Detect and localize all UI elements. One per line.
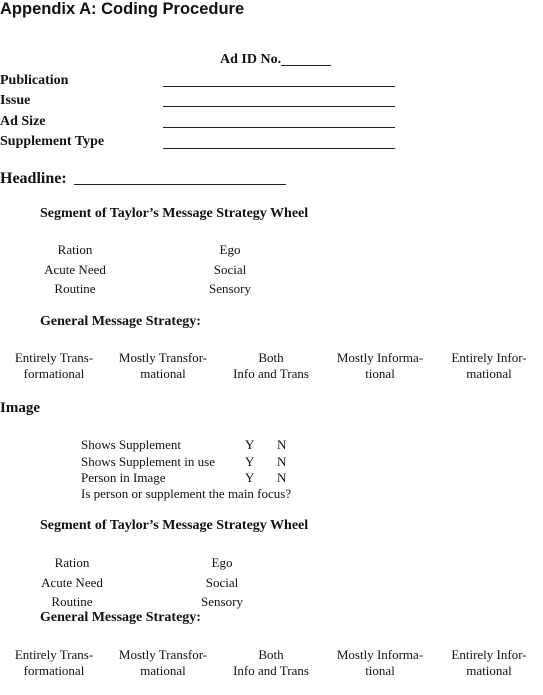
strategy-option-mostly-transformational[interactable] <box>119 647 207 679</box>
image-row-label: Shows Supplement <box>81 437 182 452</box>
wheel-heading: Segment of Taylor’s Message Strategy Wheel <box>40 518 309 533</box>
strategy-option-entirely-informational[interactable] <box>451 350 526 382</box>
strategy-option-line2: mational <box>140 366 186 381</box>
image-row-no[interactable]: N <box>277 470 287 485</box>
image-row-yes[interactable]: Y <box>245 470 255 485</box>
wheel-item-social: Social <box>213 262 247 277</box>
strategy-option-mostly-informational[interactable] <box>337 647 423 679</box>
general-strategy-heading: General Message Strategy: <box>40 314 201 329</box>
strategy-option-line2: mational <box>466 366 512 381</box>
strategy-option-line2: Info and Trans <box>233 366 309 381</box>
strategy-option-line2: mational <box>466 663 512 678</box>
wheel-item-acute-need: Acute Need <box>44 262 106 277</box>
strategy-option-line1: Mostly Informa- <box>336 350 424 365</box>
strategy-option-line1: Both <box>258 647 284 662</box>
field-ad-size-label: Ad Size <box>0 114 46 129</box>
strategy-option-line1: Entirely Trans- <box>14 350 94 365</box>
image-focus-question: Is person or supplement the main focus? <box>81 486 292 501</box>
wheel-item-ration: Ration <box>54 555 90 570</box>
ad-id-blank-line[interactable] <box>281 65 331 66</box>
image-row-label: Person in Image <box>81 470 166 485</box>
image-row-yes[interactable]: Y <box>245 437 255 452</box>
wheel-item-ego: Ego <box>219 242 241 257</box>
strategy-option-line2: mational <box>140 663 186 678</box>
wheel-item-acute-need: Acute Need <box>41 575 103 590</box>
image-row-label: Shows Supplement in use <box>81 454 215 469</box>
field-supplement-type-label: Supplement Type <box>0 134 105 149</box>
image-row-no[interactable]: N <box>277 437 287 452</box>
strategy-option-both[interactable] <box>233 350 309 382</box>
wheel-item-sensory: Sensory <box>201 594 243 609</box>
strategy-option-line2: formational <box>23 366 85 381</box>
wheel-item-ration: Ration <box>57 242 93 257</box>
strategy-option-entirely-transformational[interactable] <box>15 350 93 382</box>
strategy-option-entirely-informational[interactable] <box>451 647 526 679</box>
strategy-option-mostly-transformational[interactable] <box>119 350 207 382</box>
field-supplement-type-line[interactable] <box>163 148 395 149</box>
field-publication-label: Publication <box>0 73 69 88</box>
field-issue-line[interactable] <box>163 106 395 107</box>
strategy-option-mostly-informational[interactable] <box>337 350 423 382</box>
wheel-item-ego: Ego <box>211 555 233 570</box>
image-heading: Image <box>0 400 40 416</box>
headline-blank-line[interactable] <box>74 184 286 185</box>
strategy-option-line1: Entirely Infor- <box>451 350 527 365</box>
field-publication-line[interactable] <box>163 86 395 87</box>
strategy-option-line1: Mostly Transfor- <box>118 350 208 365</box>
wheel-heading: Segment of Taylor’s Message Strategy Wheel <box>40 206 309 221</box>
field-ad-size-line[interactable] <box>163 127 395 128</box>
strategy-option-line2: tional <box>365 663 395 678</box>
strategy-option-line1: Entirely Trans- <box>14 647 94 662</box>
strategy-option-line1: Mostly Transfor- <box>118 647 208 662</box>
strategy-option-line1: Both <box>258 350 284 365</box>
image-row-no[interactable]: N <box>277 454 287 469</box>
wheel-item-routine: Routine <box>54 281 96 296</box>
strategy-option-line2: Info and Trans <box>233 663 309 678</box>
wheel-item-routine: Routine <box>51 594 93 609</box>
strategy-option-line2: formational <box>23 663 85 678</box>
general-strategy-heading: General Message Strategy: <box>40 610 201 625</box>
strategy-option-line1: Entirely Infor- <box>451 647 527 662</box>
strategy-option-entirely-transformational[interactable] <box>15 647 93 679</box>
field-issue-label: Issue <box>0 93 31 108</box>
page-title: Appendix A: Coding Procedure <box>0 0 245 18</box>
image-row-yes[interactable]: Y <box>245 454 255 469</box>
strategy-option-both[interactable] <box>233 647 309 679</box>
headline-label: Headline: <box>0 170 67 187</box>
ad-id-label: Ad ID No. <box>220 52 282 67</box>
strategy-option-line2: tional <box>365 366 395 381</box>
wheel-item-social: Social <box>205 575 239 590</box>
wheel-item-sensory: Sensory <box>209 281 251 296</box>
strategy-option-line1: Mostly Informa- <box>336 647 424 662</box>
